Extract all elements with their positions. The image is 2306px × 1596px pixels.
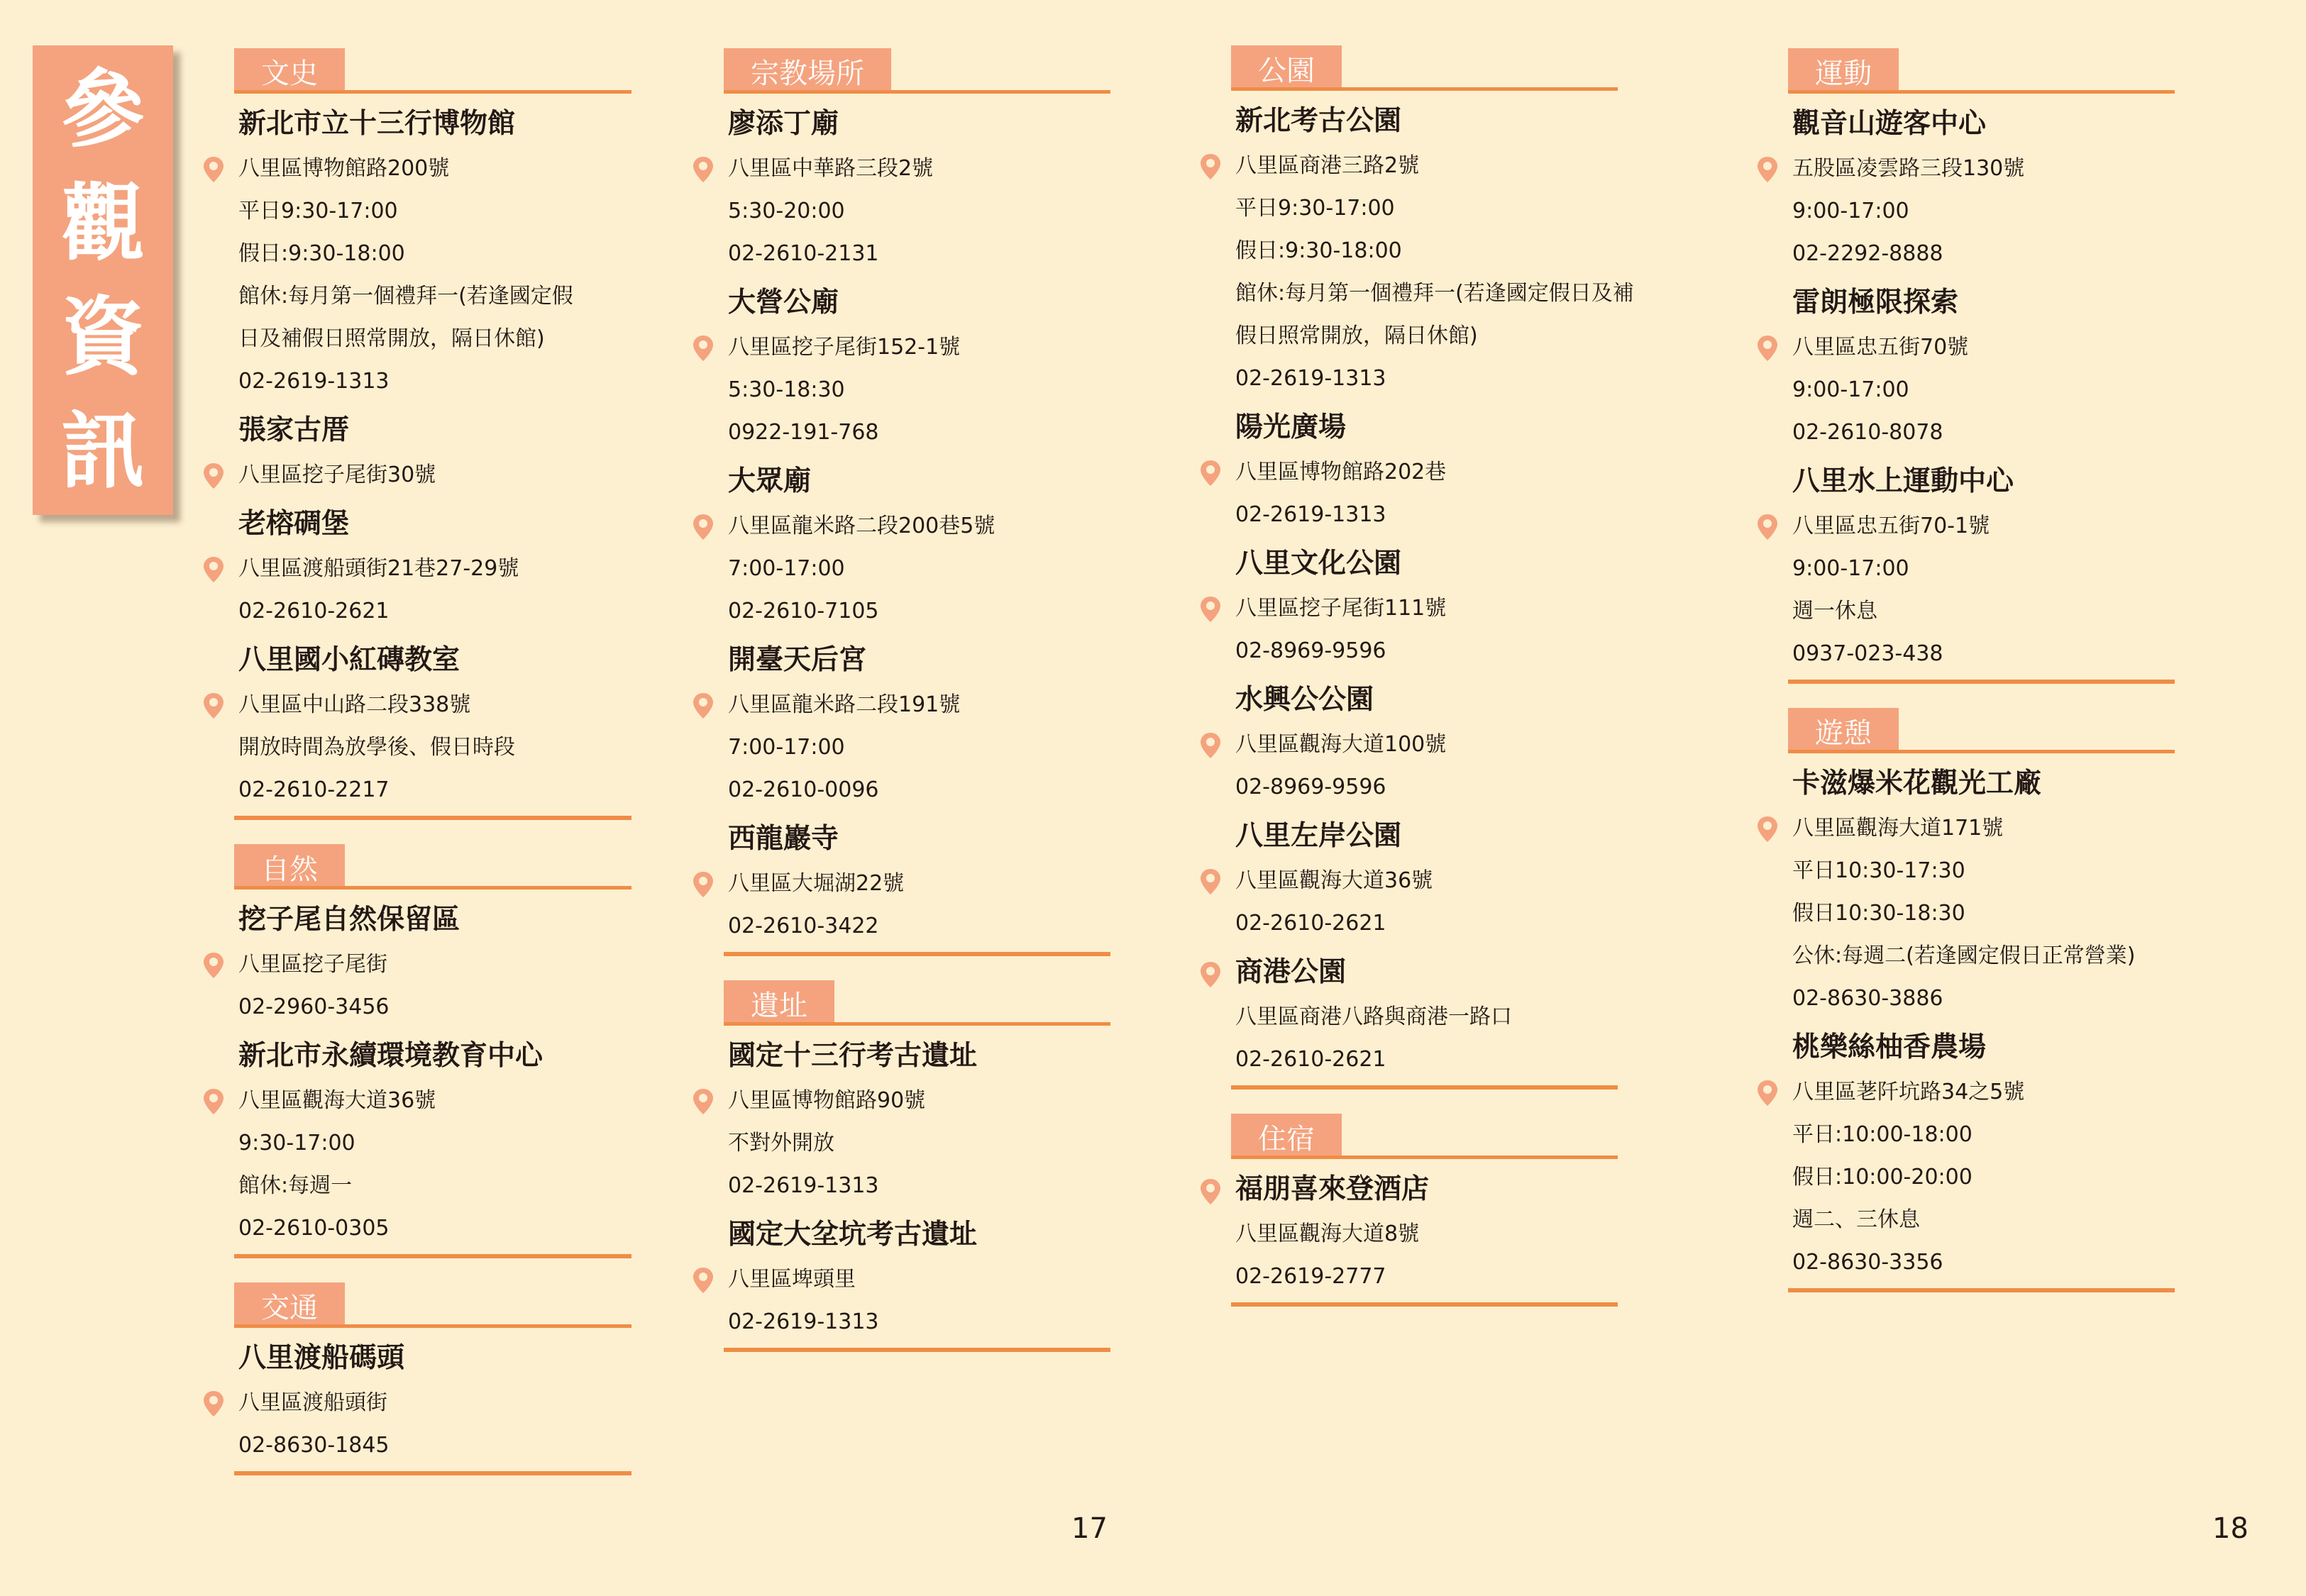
venue-detail: 5:30-18:30 [728,377,845,402]
venue-detail: 02-2610-0096 [728,777,879,802]
venue-entry [1235,541,1618,672]
section-header [234,1282,631,1328]
section-end-rule [234,1254,631,1258]
venue-entry [728,458,1110,633]
venue-address [728,505,1110,548]
venue-detail: 02-2610-2217 [238,777,390,802]
section-title: 遺址 [724,980,834,1026]
venue-detail: 9:30-17:00 [238,1131,355,1156]
venue-name: 八里文化公園 [1235,548,1402,580]
section [234,844,631,1258]
venue-entry [728,279,1110,454]
venue-detail: 平日:10:00-18:00 [1792,1122,1973,1147]
venue-entry [1235,404,1618,536]
section-title: 遊憩 [1788,708,1899,753]
venue-name: 老榕碉堡 [238,508,350,540]
venue-name: 陽光廣場 [1235,411,1347,443]
venue-name: 國定十三行考古遺址 [728,1040,978,1072]
venue-address [1792,807,2175,850]
location-pin-icon [1755,513,1780,541]
section-header [1788,48,2175,94]
venue-detail: 0922-191-768 [728,420,879,445]
venue-entry [1792,1024,2175,1284]
venue-address [238,684,631,726]
venue-entry [238,101,631,403]
venue-detail: 02-2610-2621 [1235,1047,1386,1072]
venue-entry [1792,101,2175,275]
section [1788,48,2175,684]
venue-address-text: 八里區挖子尾街152-1號 [728,335,961,360]
venue-detail: 週一休息 [1792,599,1877,624]
venue-name: 雷朗極限探索 [1792,287,1959,318]
venue-entry [1792,458,2175,675]
venue-name: 張家古厝 [238,414,350,446]
venue-address-text: 八里區中華路三段2號 [728,156,934,181]
venue-detail: 02-2610-8078 [1792,420,1943,445]
venue-name: 八里渡船碼頭 [238,1342,405,1374]
location-pin-icon [1198,1174,1223,1202]
section-header [1231,1114,1618,1159]
venue-detail: 館休:每月第一個禮拜一(若逢國定假日及補 [1235,281,1634,306]
venue-detail: 02-2960-3456 [238,994,390,1019]
venue-detail: 0937-023-438 [1792,641,1943,666]
location-pin-icon [1198,153,1223,181]
section-title: 住宿 [1231,1114,1342,1159]
venue-address [238,454,631,497]
venue-address [728,1080,1110,1122]
venue-name: 新北市立十三行博物館 [238,108,516,140]
venue-entry [1235,98,1634,400]
venue-address-text: 八里區中山路二段338號 [238,692,471,717]
venue-detail: 7:00-17:00 [728,735,845,760]
venue-address-text: 八里區挖子尾街30號 [238,462,436,487]
venue-detail: 館休:每月第一個禮拜一(若逢國定假 [238,284,573,309]
venue-detail: 館休:每週一 [238,1173,353,1198]
section-rule [234,90,631,94]
venue-detail: 02-2619-1313 [1235,366,1386,391]
location-pin-icon [1755,155,1780,184]
venue-address [728,326,1110,369]
location-pin-icon [1198,957,1223,985]
section-title: 文史 [234,48,345,94]
venue-address-text: 八里區博物館路90號 [728,1088,926,1113]
side-title-char: 訊 [60,401,145,500]
section-rule [1788,90,2175,94]
venue-name: 八里左岸公園 [1235,820,1402,852]
section-end-rule [724,952,1110,956]
venue-name: 八里國小紅磚教室 [238,644,460,676]
section-header [1231,45,1618,91]
venue-address [728,863,1110,905]
venue-address-text: 八里區觀海大道171號 [1792,816,2004,841]
location-pin-icon [1198,595,1223,624]
venue-detail: 八里區觀海大道8號 [1235,1221,1420,1246]
venue-detail: 02-2610-2621 [238,599,390,624]
venue-address-text: 八里區挖子尾街 [238,952,387,977]
section-rule [724,1022,1110,1026]
location-pin-icon [1755,1079,1780,1107]
location-pin-icon [691,155,715,184]
venue-detail: 假日:9:30-18:00 [1235,238,1402,263]
venue-detail: 開放時間為放學後、假日時段 [238,735,515,760]
venue-address-text: 八里區觀海大道36號 [1235,868,1433,893]
venue-address [238,1080,631,1122]
venue-name: 挖子尾自然保留區 [238,904,460,936]
venue-name: 桃樂絲柚香農場 [1792,1031,1987,1063]
section [234,1282,631,1475]
section-end-rule [724,1348,1110,1352]
location-pin-icon [1755,815,1780,843]
venue-detail: 日及補假日照常開放，隔日休館) [238,326,545,351]
venue-address [1792,326,2175,369]
side-title-char: 觀 [60,173,145,272]
venue-detail: 八里區商港八路與商港一路口 [1235,1004,1512,1029]
venue-address-text: 八里區觀海大道100號 [1235,732,1447,757]
venue-name: 福朋喜來登酒店 [1235,1166,1618,1213]
section-header [724,48,1110,94]
section-rule [1231,1156,1618,1159]
section [724,48,1110,956]
section-title: 運動 [1788,48,1899,94]
venue-detail: 02-8630-3886 [1792,986,1943,1011]
venue-address-text: 八里區忠五街70號 [1792,335,1969,360]
location-pin-icon [1755,334,1780,362]
venue-address [1235,724,1618,766]
venue-address-text: 五股區凌雲路三段130號 [1792,156,2025,181]
venue-address-text: 八里區龍米路二段191號 [728,692,961,717]
section-end-rule [1788,680,2175,684]
venue-entry [1235,949,1618,1081]
venue-address [238,548,631,590]
venue-address-text: 八里區渡船頭街 [238,1390,387,1415]
location-pin-icon [202,692,226,720]
location-pin-icon [202,1390,226,1418]
venue-name: 大眾廟 [728,465,812,497]
location-pin-icon [691,692,715,720]
venue-entry [238,407,631,497]
venue-detail: 02-2610-3422 [728,914,879,938]
venue-entry [1792,279,2175,454]
venue-entry [238,637,631,811]
section-title: 交通 [234,1282,345,1328]
venue-entry [238,1033,631,1250]
section-rule [724,90,1110,94]
venue-detail: 假日照常開放，隔日休館) [1235,323,1478,348]
location-pin-icon [1198,459,1223,487]
location-pin-icon [1198,731,1223,760]
venue-detail: 9:00-17:00 [1792,556,1909,581]
venue-detail: 平日9:30-17:00 [238,199,398,223]
venue-entry [1235,813,1618,945]
column-4 [1788,48,2175,1292]
location-pin-icon [202,951,226,980]
venue-name: 水興公公園 [1235,684,1374,716]
section [1788,708,2175,1292]
venue-entry [238,897,631,1029]
venue-address [1235,587,1618,630]
section-header [234,844,631,890]
venue-detail: 5:30-20:00 [728,199,845,223]
venue-address-text: 八里區大堀湖22號 [728,871,905,896]
venue-address [238,1382,631,1424]
location-pin-icon [1198,868,1223,896]
section-rule [1788,750,2175,753]
venue-address [1235,145,1618,187]
venue-detail: 平日10:30-17:30 [1792,858,1965,883]
venue-name: 觀音山遊客中心 [1792,108,1987,140]
venue-detail: 02-2610-2621 [1235,911,1386,936]
venue-detail: 02-2619-1313 [1235,502,1386,527]
venue-entry [1235,677,1618,809]
venue-address-text: 八里區博物館路200號 [238,156,450,181]
venue-name: 西龍巖寺 [728,823,839,855]
venue-detail: 02-2610-2131 [728,241,879,266]
venue-detail: 02-8969-9596 [1235,775,1386,799]
venue-address-text: 八里區博物館路202巷 [1235,460,1447,484]
section-end-rule [234,1471,631,1475]
page-number-left: 17 [1071,1512,1108,1545]
section [724,980,1110,1352]
venue-detail: 公休:每週二(若逢國定假日正常營業) [1792,943,2136,968]
section-end-rule [1788,1288,2175,1292]
venue-address-text: 八里區荖阡坑路34之5號 [1792,1080,2025,1104]
venue-name: 大營公廟 [728,287,839,318]
venue-entry [238,501,631,633]
column-1 [234,48,631,1475]
venue-detail: 假日:10:00-20:00 [1792,1165,1973,1190]
venue-address-text: 八里區商港三路2號 [1235,153,1420,178]
section-title: 自然 [234,844,345,890]
location-pin-icon [691,870,715,899]
venue-detail: 02-2619-1313 [728,1309,879,1334]
venue-detail: 02-2619-1313 [238,369,390,394]
venue-address [728,684,1110,726]
location-pin-icon [202,462,226,490]
side-title-char: 參 [60,60,145,159]
column-3 [1231,45,1634,1307]
venue-name: 新北考古公園 [1235,105,1402,137]
venue-name: 商港公園 [1235,949,1618,996]
venue-name: 新北市永續環境教育中心 [238,1040,544,1072]
venue-entry [728,1212,1110,1343]
venue-entry [728,816,1110,948]
section-title: 公園 [1231,45,1342,91]
section-header [234,48,631,94]
venue-detail: 平日9:30-17:00 [1235,196,1395,221]
column-2 [724,48,1110,1352]
venue-address-text: 八里區忠五街70-1號 [1792,514,1990,538]
venue-detail: 02-2292-8888 [1792,241,1943,266]
venue-address-text: 八里區龍米路二段200巷5號 [728,514,995,538]
venue-entry [238,1335,631,1467]
location-pin-icon [202,1087,226,1116]
section-end-rule [1231,1302,1618,1307]
venue-detail: 9:00-17:00 [1792,199,1909,223]
venue-name: 卡滋爆米花觀光工廠 [1792,767,2042,799]
side-title-char: 資 [60,287,145,387]
venue-name: 國定大坌坑考古遺址 [728,1219,978,1251]
venue-address [1235,451,1618,494]
venue-detail: 02-2610-7105 [728,599,879,624]
section [1231,45,1634,1090]
location-pin-icon [691,334,715,362]
section-title: 宗教場所 [724,48,891,94]
venue-detail: 週二、三休息 [1792,1207,1920,1232]
section-rule [234,1324,631,1328]
venue-address-text: 八里區埤頭里 [728,1267,856,1292]
location-pin-icon [202,155,226,184]
location-pin-icon [691,513,715,541]
venue-detail: 假日:9:30-18:00 [238,241,405,266]
venue-name: 八里水上運動中心 [1792,465,2014,497]
venue-address [1235,860,1618,902]
venue-detail: 02-8630-3356 [1792,1250,1943,1275]
venue-address [238,148,631,190]
venue-address [238,943,631,986]
venue-name: 廖添丁廟 [728,108,839,140]
venue-address-text: 八里區渡船頭街21巷27-29號 [238,556,519,581]
venue-detail: 7:00-17:00 [728,556,845,581]
venue-entry [728,1033,1110,1207]
section-header [1788,708,2175,753]
venue-entry [1792,760,2175,1020]
page-number-right: 18 [2212,1512,2249,1545]
venue-detail: 假日10:30-18:30 [1792,901,1965,926]
section-rule [1231,87,1618,91]
venue-address [1792,505,2175,548]
venue-address [728,1258,1110,1301]
venue-entry [1235,1166,1618,1298]
section-end-rule [1231,1085,1618,1090]
page-side-title [33,45,173,515]
venue-detail: 不對外開放 [728,1131,834,1156]
location-pin-icon [691,1087,715,1116]
venue-detail: 02-2619-1313 [728,1173,879,1198]
venue-address [728,148,1110,190]
section [234,48,631,820]
venue-detail: 02-8969-9596 [1235,638,1386,663]
venue-address-text: 八里區挖子尾街111號 [1235,596,1447,621]
venue-address-text: 八里區觀海大道36號 [238,1088,436,1113]
venue-address [1792,1071,2175,1114]
venue-name: 開臺天后宮 [728,644,867,676]
section-header [724,980,1110,1026]
venue-entry [728,101,1110,275]
location-pin-icon [691,1266,715,1295]
location-pin-icon [202,555,226,584]
venue-detail: 02-8630-1845 [238,1433,390,1458]
section-rule [234,886,631,890]
venue-detail: 9:00-17:00 [1792,377,1909,402]
section [1231,1114,1618,1307]
venue-address [1792,148,2175,190]
venue-entry [728,637,1110,811]
section-end-rule [234,816,631,820]
venue-detail: 02-2619-2777 [1235,1264,1386,1289]
venue-detail: 02-2610-0305 [238,1216,390,1241]
